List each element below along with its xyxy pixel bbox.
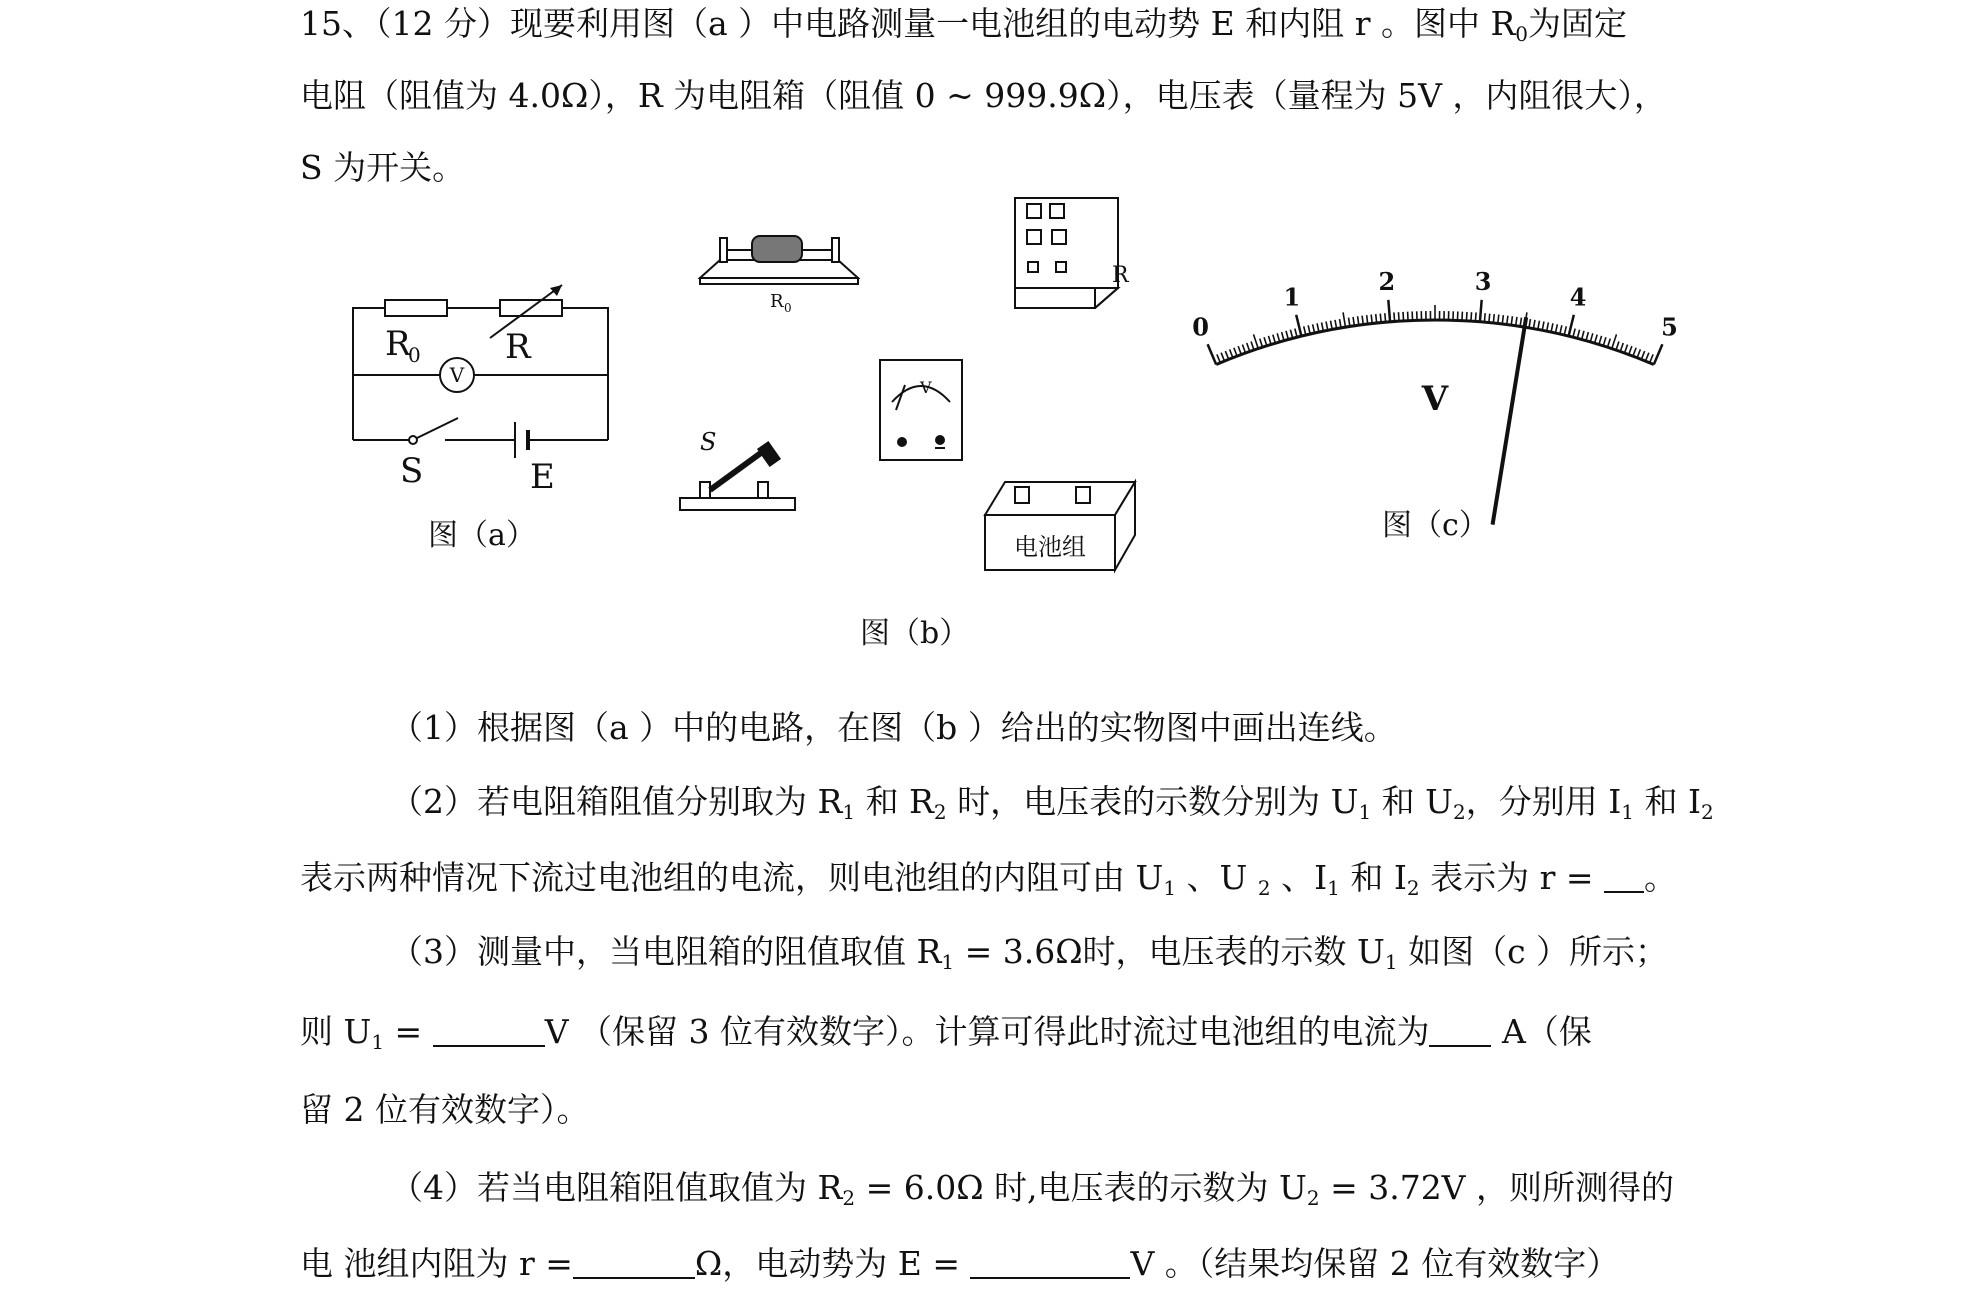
problem-intro-line-1: 15、（12 分）现要利用图（a ）中电路测量一电池组的电动势 E 和内阻 r 。图中 $R_0$为固定 bbox=[300, 4, 1628, 46]
answer-blank-r[interactable] bbox=[573, 1247, 695, 1279]
dial-tick bbox=[1654, 344, 1663, 364]
fig-b-voltmeter-label: V bbox=[920, 378, 932, 397]
dial-tick bbox=[1612, 334, 1617, 348]
answer-blank-u1[interactable] bbox=[433, 1015, 545, 1047]
fig-c-unit-label: V bbox=[1421, 379, 1449, 419]
figure-b-apparatus bbox=[680, 190, 1150, 600]
dial-tick bbox=[1254, 334, 1259, 348]
dial-tick bbox=[1480, 300, 1482, 322]
fig-a-label-r0: R bbox=[385, 324, 411, 364]
dial-tick bbox=[1343, 312, 1345, 327]
answer-blank-current[interactable] bbox=[1429, 1015, 1491, 1047]
question-3-line-2: 则 $U_1 = V$ （保留 3 位有效数字）。计算可得此时流过电池组的电流为 A（保 bbox=[300, 1012, 1592, 1054]
question-1: （1）根据图（a ）中的电路，在图（b ）给出的实物图中画出连线。 bbox=[390, 708, 1397, 747]
answer-blank-e[interactable] bbox=[970, 1247, 1130, 1279]
dial-scale-label: 1 bbox=[1283, 282, 1301, 312]
problem-intro-line-3: S 为开关。 bbox=[300, 148, 466, 187]
dial-scale-label: 0 bbox=[1192, 312, 1209, 342]
question-3-line-3: 留 2 位有效数字）。 bbox=[300, 1090, 590, 1129]
question-2-line-2: 表示两种情况下流过电池组的电流，则电池组的内阻可由 $U_1$ 、U $_2$ 、$I_1$ 和 $I_2$ 表示为 r = 。 bbox=[300, 858, 1677, 900]
figure-a-caption: 图（a） bbox=[428, 518, 536, 553]
question-2-line-1: （2）若电阻箱阻值分别取为 $R_1$ 和 $R_2$ 时，电压表的示数分别为 $U_1$ 和 $U_2$，分别用 $I_1$ 和 $I_2$ bbox=[390, 782, 1714, 824]
problem-intro-line-2: 电阻（阻值为 4.0Ω），R 为电阻箱（阻值 0 ~ 999.9Ω），电压表（量程为 5V ，内阻很大）， bbox=[300, 76, 1667, 115]
question-4-line-1: （4）若当电阻箱阻值取值为 $R_2 = 6.0\Omega$ 时,电压表的示数为 $U_2 = 3.72V$ ，则所测得的 bbox=[390, 1168, 1675, 1210]
fig-a-voltmeter-label: V bbox=[449, 363, 465, 387]
fig-c-needle bbox=[1493, 317, 1527, 524]
fig-b-switch-label: S bbox=[700, 428, 717, 456]
fig-b-resistor-label-sub: 0 bbox=[784, 301, 792, 315]
question-3-line-1: （3）测量中，当电阻箱的阻值取值 $R_1 = 3.6\Omega$时，电压表的示数 $U_1$ 如图（c ）所示； bbox=[390, 932, 1669, 974]
dial-scale-label: 5 bbox=[1661, 312, 1678, 342]
figure-c-caption: 图（c） bbox=[1382, 508, 1489, 543]
dial-tick bbox=[1208, 344, 1217, 364]
question-4-line-2: 电 池组内阻为 r = Ω，电动势为 E = V 。（结果均保留 2 位有效数字） bbox=[300, 1244, 1620, 1283]
dial-tick bbox=[1569, 315, 1574, 336]
fig-b-resistance-box-label: R bbox=[1112, 263, 1129, 288]
fig-a-label-r: R bbox=[505, 327, 531, 367]
fig-a-label-r0-sub: 0 bbox=[408, 343, 421, 367]
figure-b-caption: 图（b） bbox=[860, 616, 970, 651]
dial-tick bbox=[1296, 315, 1301, 336]
figure-c-voltmeter-dial bbox=[1192, 266, 1678, 530]
fig-b-resistor-label: R bbox=[770, 291, 784, 312]
dial-scale-label: 4 bbox=[1569, 282, 1587, 312]
dial-scale-label: 2 bbox=[1378, 266, 1396, 296]
fig-b-battery-label: 电池组 bbox=[1014, 533, 1086, 561]
fig-a-label-e: E bbox=[530, 457, 555, 497]
answer-blank-r-formula[interactable] bbox=[1604, 861, 1644, 893]
dial-scale-label: 3 bbox=[1474, 266, 1492, 296]
figure-a-circuit bbox=[340, 280, 630, 510]
fig-a-label-s: S bbox=[400, 451, 424, 491]
dial-tick bbox=[1388, 300, 1390, 322]
